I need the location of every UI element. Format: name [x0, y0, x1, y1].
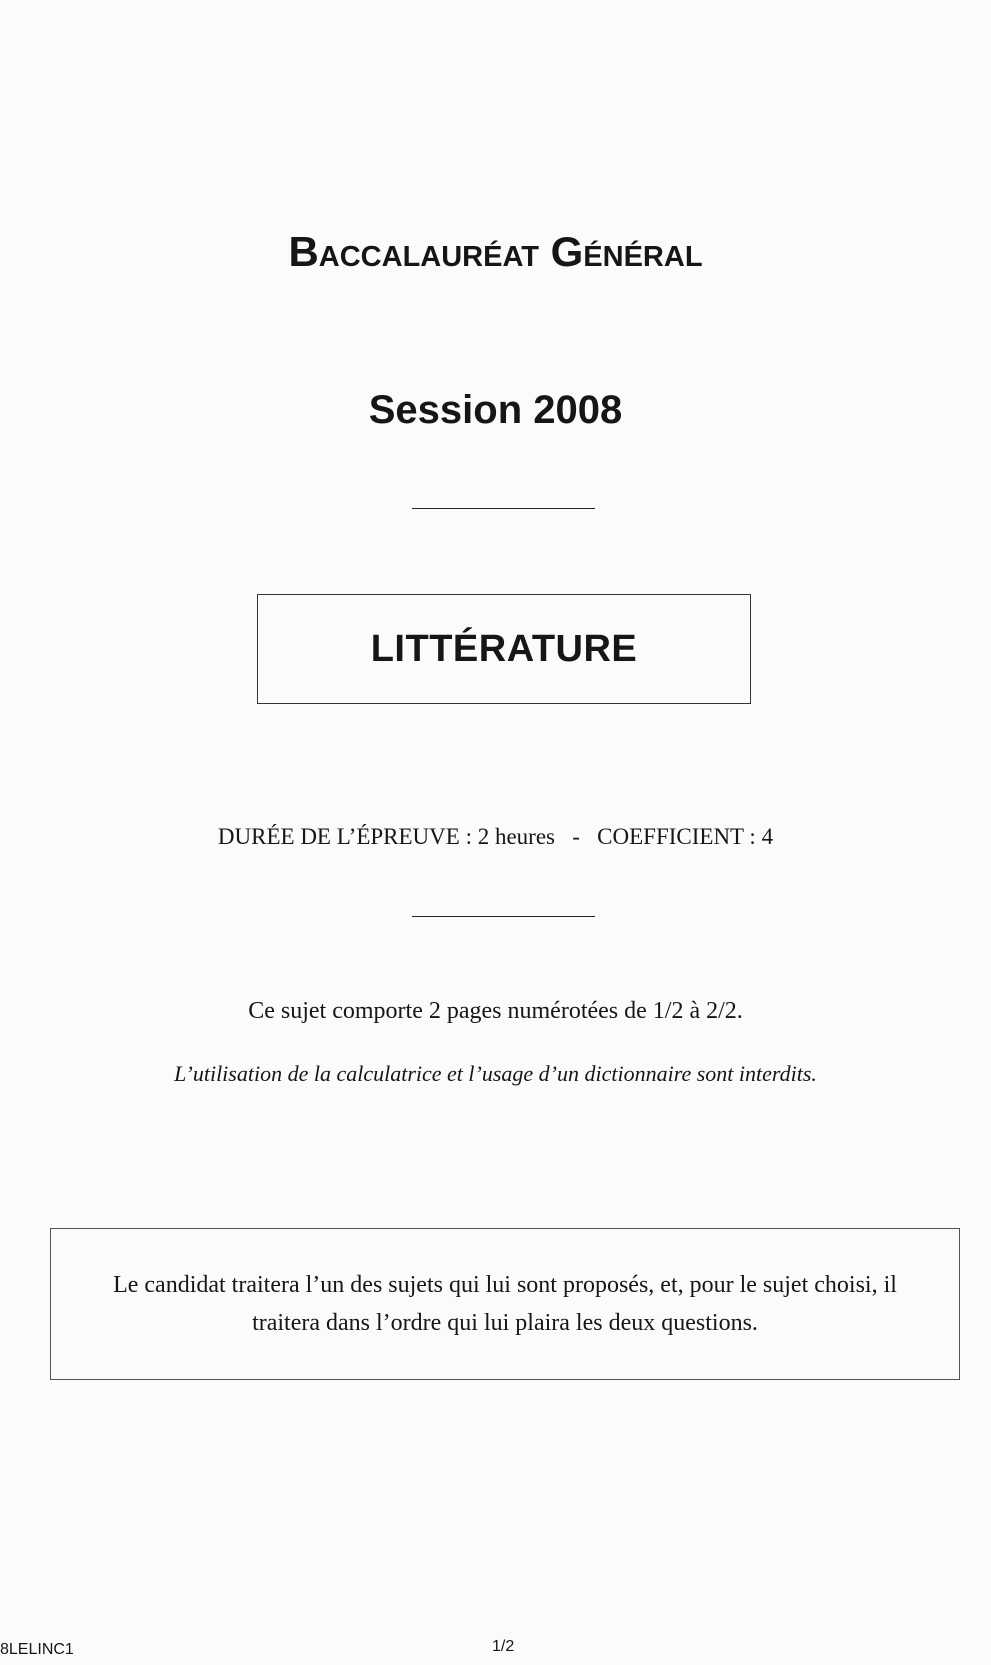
exam-title: Baccalauréat Général [288, 228, 703, 275]
subject-name: LITTÉRATURE [370, 627, 638, 670]
pages-note: Ce sujet comporte 2 pages numérotées de 1/2 à 2/2. [248, 998, 743, 1024]
session-year: Session 2008 [368, 388, 623, 432]
divider-top [412, 508, 595, 509]
instructions-box [50, 1228, 960, 1380]
page-number: 1/2 [492, 1638, 515, 1655]
divider-middle [412, 916, 595, 917]
duration-coefficient: DURÉE DE L’ÉPREUVE : 2 heures - COEFFICIENT : 4 [217, 824, 774, 849]
subject-box [257, 594, 751, 704]
tools-note: L’utilisation de la calculatrice et l’usage d’un dictionnaire sont interdits. [174, 1061, 817, 1086]
document-code: 8LELINC1 [0, 1641, 74, 1658]
instructions-text: Le candidat traitera l’un des sujets qui lui sont proposés, et, pour le sujet choisi, il traitera dans l’ordre qui lui plaira les deux questions. [113, 1272, 897, 1336]
